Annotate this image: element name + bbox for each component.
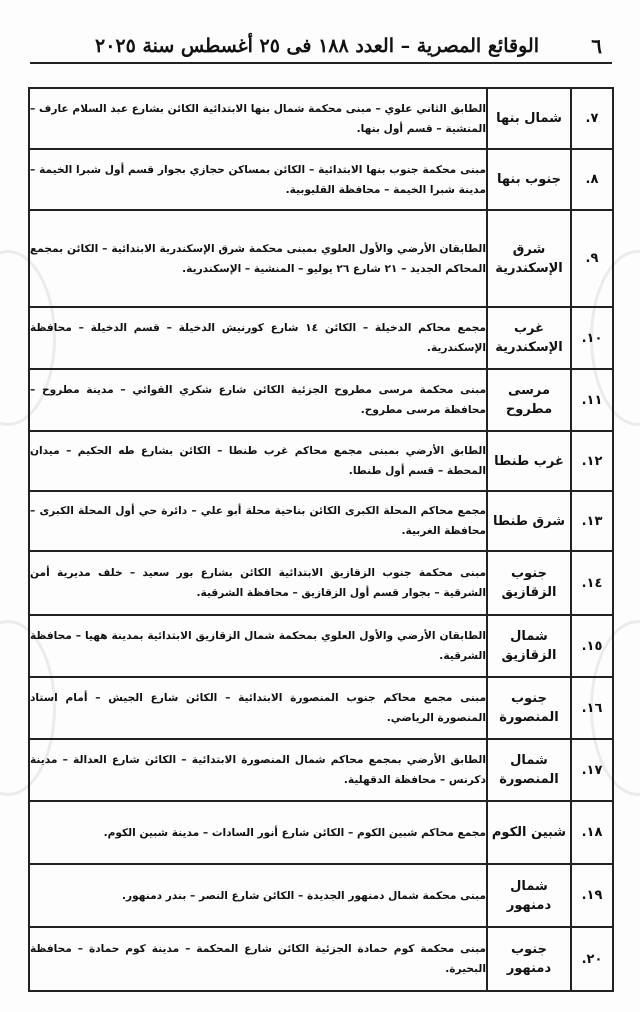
row-number: ١٦.: [571, 677, 613, 739]
page-number: ٦: [591, 34, 602, 58]
table-row: [29, 551, 613, 615]
row-number: ١١.: [571, 369, 613, 431]
district-name: شمال المنصورة: [487, 739, 571, 801]
row-number: ٧.: [571, 88, 613, 149]
table-row: [29, 491, 613, 551]
court-address: الطابقان الأرضي والأول العلوي بمبنى محكمة شرق الإسكندرية الابتدائية – الكائن بمجمع المحاكم الجديد – ٢١ شارع ٢٦ يوليو – المنشية – الإسكندرية.: [29, 210, 487, 307]
table-row: [29, 864, 613, 927]
court-address: مبنى محكمة جنوب بنها الابتدائية – الكائن بمساكن حجازي بجوار قسم أول شبرا الخيمة – مدينة شبرا الخيمة – محافظة القليوبية.: [29, 149, 487, 210]
court-address: مجمع محاكم شبين الكوم – الكائن شارع أنور السادات – مدينة شبين الكوم.: [29, 801, 487, 864]
table-row: [29, 369, 613, 431]
district-name: شمال دمنهور: [487, 864, 571, 927]
court-address: مبنى محكمة شمال دمنهور الجديدة – الكائن شارع النصر – بندر دمنهور.: [29, 864, 487, 927]
district-name: شرق الإسكندرية: [487, 210, 571, 307]
district-name: مرسى مطروح: [487, 369, 571, 431]
table-row: [29, 739, 613, 801]
row-number: ١٨.: [571, 801, 613, 864]
court-address: مبنى محكمة جنوب الزقازيق الابتدائية الكائن بشارع بور سعيد – خلف مديرية أمن الشرقية – بجوار قسم أول الزقازيق – محافظة الشرقية.: [29, 551, 487, 615]
district-name: غرب الإسكندرية: [487, 307, 571, 369]
court-address: الطابقان الأرضي والأول العلوي بمحكمة شمال الزقازيق الابتدائية بمدينة ههيا – محافظة الشرقية.: [29, 615, 487, 677]
row-number: ١٧.: [571, 739, 613, 801]
table-row: [29, 307, 613, 369]
table-row: [29, 801, 613, 864]
court-address: مجمع محاكم المحلة الكبرى الكائن بناحية محلة أبو علي – دائرة حي أول المحلة الكبرى – محافظة الغربية.: [29, 491, 487, 551]
row-number: ١٣.: [571, 491, 613, 551]
table-row: [29, 927, 613, 991]
row-number: ١٠.: [571, 307, 613, 369]
table-row: [29, 88, 613, 149]
row-number: ٨.: [571, 149, 613, 210]
court-address: مبنى محكمة كوم حمادة الجزئية الكائن شارع المحكمة – مدينة كوم حمادة – محافظة البحيرة.: [29, 927, 487, 991]
district-name: جنوب الزقازيق: [487, 551, 571, 615]
district-name: شبين الكوم: [487, 801, 571, 864]
table-row: [29, 149, 613, 210]
row-number: ٢٠.: [571, 927, 613, 991]
district-name: شرق طنطا: [487, 491, 571, 551]
district-name: غرب طنطا: [487, 431, 571, 491]
court-address: الطابق الثاني علوي – مبنى محكمة شمال بنها الابتدائية الكائن بشارع عبد السلام عارف – المنشية – قسم أول بنها.: [29, 88, 487, 149]
district-name: جنوب المنصورة: [487, 677, 571, 739]
row-number: ٩.: [571, 210, 613, 307]
table-row: [29, 210, 613, 307]
courts-table: [28, 87, 614, 992]
row-number: ١٤.: [571, 551, 613, 615]
gazette-title: الوقائع المصرية – العدد ١٨٨ فى ٢٥ أغسطس سنة ٢٠٢٥: [95, 35, 539, 57]
district-name: جنوب بنها: [487, 149, 571, 210]
page-header: [95, 26, 602, 66]
table-row: [29, 677, 613, 739]
row-number: ١٩.: [571, 864, 613, 927]
row-number: ١٢.: [571, 431, 613, 491]
district-name: شمال الزقازيق: [487, 615, 571, 677]
header-divider: [30, 62, 612, 64]
district-name: جنوب دمنهور: [487, 927, 571, 991]
row-number: ١٥.: [571, 615, 613, 677]
court-address: مجمع محاكم الدخيلة – الكائن ١٤ شارع كورنيش الدخيلة – قسم الدخيلة – محافظة الإسكندرية.: [29, 307, 487, 369]
court-address: الطابق الأرضي بمجمع محاكم شمال المنصورة الابتدائية – الكائن شارع العدالة – مدينة دكرنس – محافظة الدقهلية.: [29, 739, 487, 801]
court-address: مبنى محكمة مرسى مطروح الجزئية الكائن شارع شكري القوائي – مدينة مطروح – محافظة مرسى مطروح.: [29, 369, 487, 431]
table-row: [29, 431, 613, 491]
court-address: مبنى مجمع محاكم جنوب المنصورة الابتدائية – الكائن شارع الجيش – أمام استاد المنصورة الرياضي.: [29, 677, 487, 739]
district-name: شمال بنها: [487, 88, 571, 149]
court-address: الطابق الأرضي بمبنى مجمع محاكم غرب طنطا – الكائن بشارع طه الحكيم – ميدان المحطة – قسم أول طنطا.: [29, 431, 487, 491]
table-row: [29, 615, 613, 677]
